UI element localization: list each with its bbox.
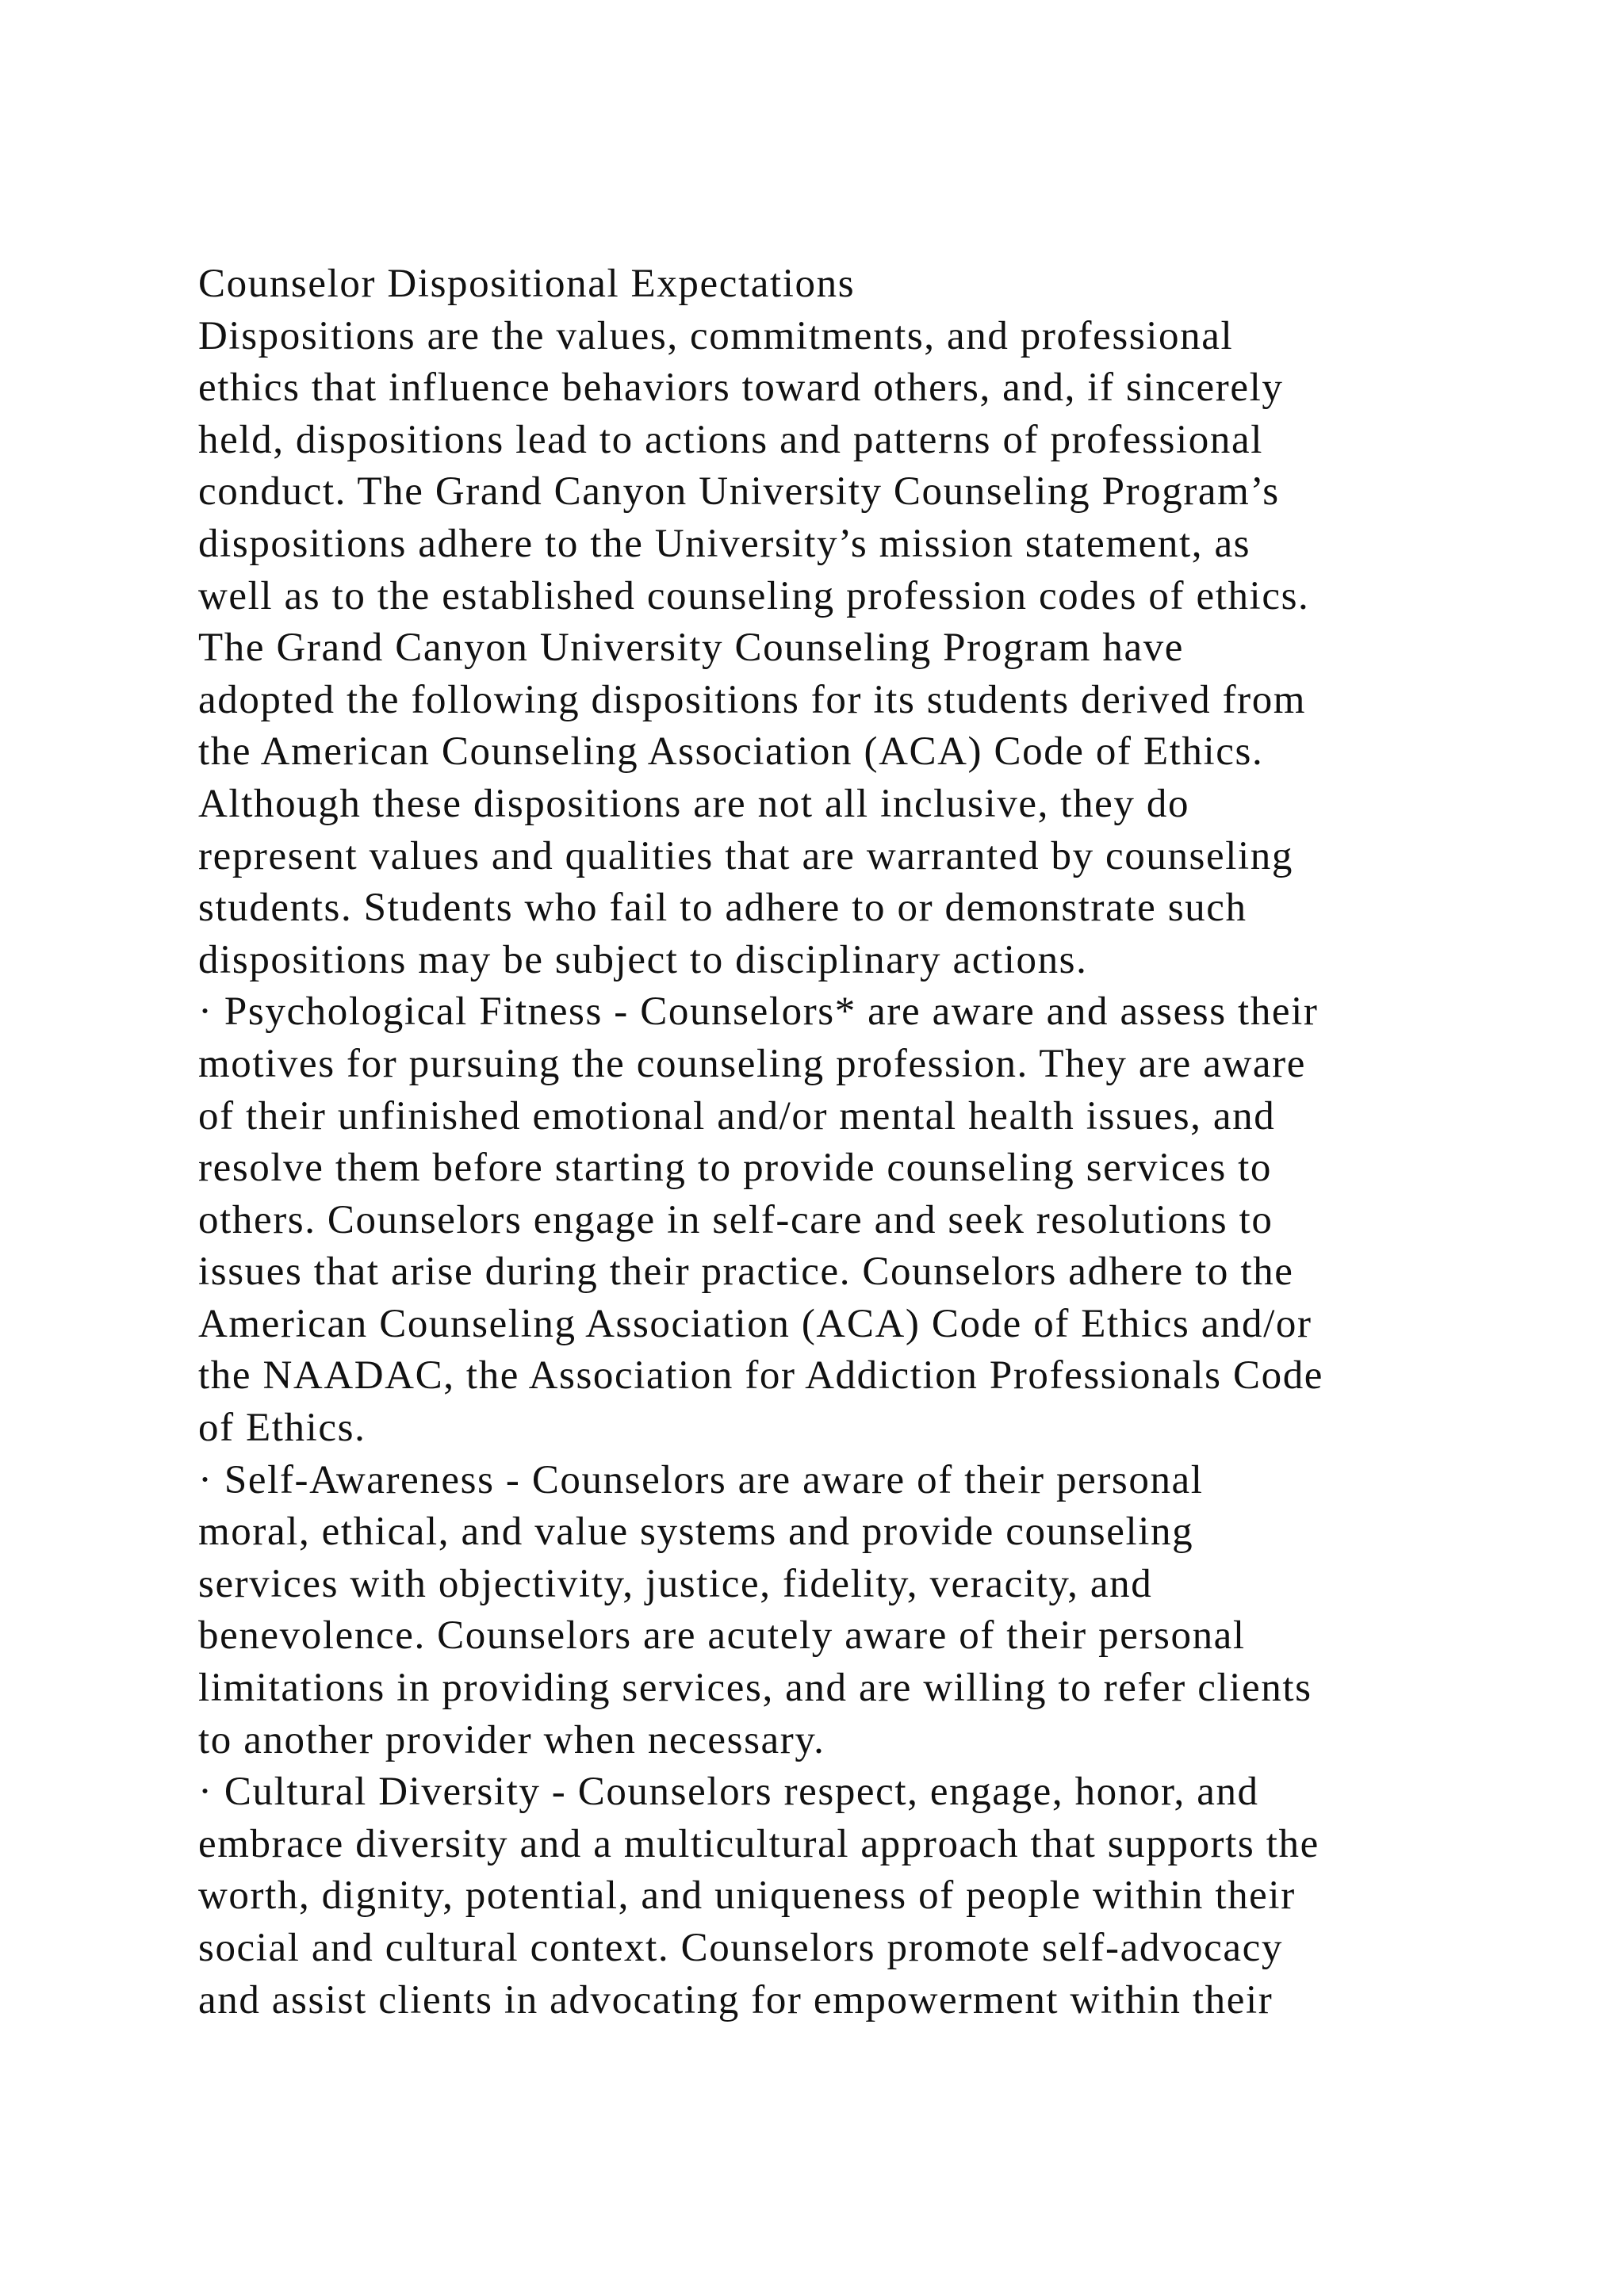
text-line: The Grand Canyon University Counseling Program have [198,626,1185,671]
text-line: adopted the following dispositions for its students derived from [198,677,1307,722]
text-line: the American Counseling Association (ACA) Code of Ethics. [198,729,1264,775]
bullet-line-cultural-diversity: · Cultural Diversity - Counselors respect, engage, honor, and [198,1770,1259,1815]
text-line: the NAADAC, the Association for Addiction Professionals Code [198,1353,1324,1399]
text-line: Dispositions are the values, commitments, and professional [198,313,1234,358]
text-line: dispositions may be subject to disciplinary actions. [198,937,1088,982]
text-line: to another provider when necessary. [198,1717,825,1762]
text-line: services with objectivity, justice, fidelity, veracity, and [198,1561,1153,1606]
text-line: limitations in providing services, and are willing to refer clients [198,1666,1312,1711]
text-line: motives for pursuing the counseling profession. They are aware [198,1041,1306,1086]
text-line: others. Counselors engage in self-care and seek resolutions to [198,1197,1274,1242]
text-line: and assist clients in advocating for empowerment within their [198,1977,1274,2022]
text-line: students. Students who fail to adhere to or demonstrate such [198,886,1247,931]
text-line: resolve them before starting to provide counseling services to [198,1146,1273,1191]
text-line: well as to the established counseling profession codes of ethics. [198,573,1310,618]
text-line: embrace diversity and a multicultural approach that supports the [198,1821,1320,1866]
text-line: of their unfinished emotional and/or mental health issues, and [198,1093,1276,1138]
bullet-line-self-awareness: · Self-Awareness - Counselors are aware of their personal [198,1457,1204,1502]
text-line: American Counseling Association (ACA) Code of Ethics and/or [198,1301,1312,1346]
text-line: worth, dignity, potential, and uniqueness of people within their [198,1873,1296,1919]
text-line: Although these dispositions are not all inclusive, they do [198,781,1190,826]
text-line: held, dispositions lead to actions and patterns of professional [198,417,1263,462]
document-body [198,258,1499,2026]
text-line: represent values and qualities that are warranted by counseling [198,833,1293,878]
bullet-line-psychological-fitness: · Psychological Fitness - Counselors* are aware and assess their [198,989,1319,1035]
document-title: Counselor Dispositional Expectations [198,262,856,306]
text-line: benevolence. Counselors are acutely aware of their personal [198,1613,1246,1659]
text-line: ethics that influence behaviors toward others, and, if sincerely [198,365,1284,411]
text-line: conduct. The Grand Canyon University Counseling Program’s [198,469,1280,515]
text-line: of Ethics. [198,1406,366,1451]
text-line: issues that arise during their practice. Counselors adhere to the [198,1249,1294,1295]
text-line: moral, ethical, and value systems and provide counseling [198,1510,1194,1555]
text-line: dispositions adhere to the University’s mission statement, as [198,521,1251,566]
text-line: social and cultural context. Counselors promote self-advocacy [198,1926,1283,1970]
